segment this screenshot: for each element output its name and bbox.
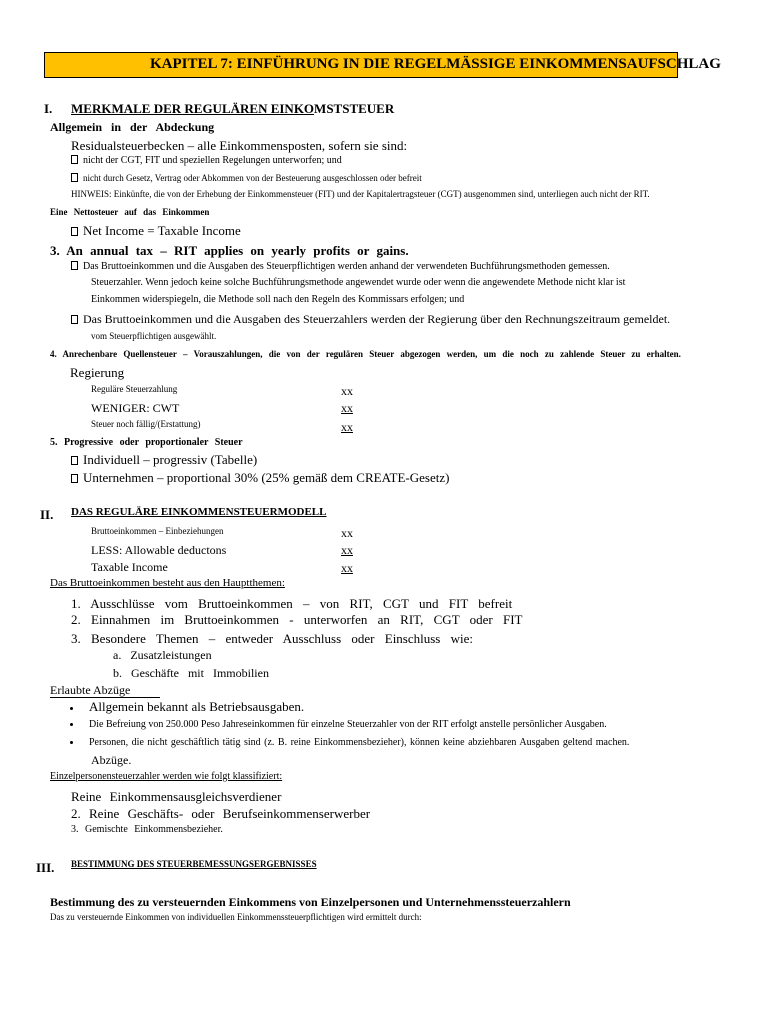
- list-item-2: 2. Einnahmen im Bruttoeinkommen - unterworfen an RIT, CGT oder FIT: [71, 612, 523, 627]
- point-5-heading: 5. Progressive oder proportionaler Steuer: [50, 437, 243, 448]
- section-2-number: II.: [40, 507, 54, 522]
- section-1-heading-underlined: MERKMALE DER REGULÄREN EINKO: [71, 101, 315, 116]
- section-3-number: III.: [36, 860, 55, 875]
- residual-text: Residualsteuerbecken – alle Einkommensposten, sofern sie sind:: [71, 138, 408, 153]
- chapter-title: KAPITEL 7: EINFÜHRUNG IN DIE REGELMÄSSIGE EINKOMMENSAUFSCHLAG: [150, 56, 721, 72]
- list-item-3a: a. Zusatzleistungen: [113, 648, 212, 662]
- box-bullet-icon: [71, 474, 78, 483]
- box-bullet-icon: [71, 173, 78, 182]
- model-row2-value: xx: [341, 543, 353, 557]
- classification-intro: Einzelpersonensteuerzahler werden wie folgt klassifiziert:: [50, 771, 283, 782]
- section-3-subheading: Bestimmung des zu versteuernden Einkommens von Einzelpersonen und Unternehmenssteuerzahlern: [50, 895, 571, 909]
- allowable-deductions-heading: Erlaubte Abzüge: [50, 684, 160, 698]
- classification-3: 3. Gemischte Einkommensbezieher.: [71, 824, 223, 835]
- point-3d: [71, 312, 670, 327]
- model-row1-value: xx: [341, 526, 353, 540]
- point-3c: Einkommen widerspiegeln, die Methode soll nach den Regeln des Kommissars erfolgen; und: [91, 294, 465, 305]
- bullet-not-subject: [71, 155, 342, 166]
- model-row3-label: Taxable Income: [91, 560, 168, 574]
- deduction-2-text: Die Befreiung von 250.000 Peso Jahreseinkommen für einzelne Steuerzahler von der RIT erfolgt anstelle persönlicher Ausgaben.: [89, 719, 607, 730]
- section-3-heading: BESTIMMUNG DES STEUERBEMESSUNGSERGEBNISSES: [71, 859, 317, 869]
- list-item-3b: b. Geschäfte mit Immobilien: [113, 666, 269, 680]
- point-5b: [71, 470, 449, 486]
- list-item-1: 1. Ausschlüsse vom Bruttoeinkommen – von RIT, CGT und FIT befreit: [71, 596, 513, 611]
- classification-1: Reine Einkommensausgleichsverdiener: [71, 789, 282, 804]
- point-3b: Steuerzahler. Wenn jedoch keine solche Buchführungsmethode angewendet wurde oder wenn die angewendete Methode nicht klar ist: [91, 277, 626, 288]
- section-2-heading: DAS REGULÄRE EINKOMMENSTEUERMODELL: [71, 506, 327, 518]
- point-3a: [71, 261, 610, 272]
- box-bullet-icon: [71, 155, 78, 164]
- point-5a-text: Individuell – progressiv (Tabelle): [83, 452, 258, 467]
- gross-income-intro: Das Bruttoeinkommen besteht aus den Hauptthemen:: [50, 577, 285, 589]
- table1-row1-value: xx: [341, 384, 353, 398]
- table1-row3-value: xx: [341, 420, 353, 434]
- section-1-heading: [71, 101, 394, 117]
- bullet-not-subject-text: nicht der CGT, FIT und speziellen Regelungen unterworfen; und: [83, 155, 342, 166]
- bullet-icon: [70, 723, 73, 726]
- point-3e: vom Steuerpflichtigen ausgewählt.: [91, 331, 217, 341]
- model-row3-value: xx: [341, 561, 353, 575]
- model-row2-label: LESS: Allowable deductons: [91, 543, 227, 557]
- list-item-3: 3. Besondere Themen – entweder Ausschluss oder Einschluss wie:: [71, 631, 473, 646]
- net-formula-text: Net Income = Taxable Income: [83, 223, 241, 238]
- box-bullet-icon: [71, 227, 78, 236]
- table1-row1-label: Reguläre Steuerzahlung: [91, 384, 178, 394]
- bullet-icon: [70, 707, 73, 710]
- deduction-2: [70, 719, 607, 730]
- section-1-heading-rest: MSTSTEUER: [314, 101, 395, 116]
- point-5a: [71, 452, 257, 468]
- sub-heading-general-coverage: Allgemein in der Abdeckung: [50, 120, 215, 134]
- section-1-number: I.: [44, 101, 53, 116]
- box-bullet-icon: [71, 456, 78, 465]
- point-3d-text: Das Bruttoeinkommen und die Ausgaben des Steuerzahlers werden der Regierung über den Rechnungszeitraum gemeldet.: [83, 312, 671, 326]
- box-bullet-icon: [71, 315, 78, 324]
- note-text: HINWEIS: Einkünfte, die von der Erhebung der Einkommensteuer (FIT) und der Kapitalertragsteuer (CGT) ausgenommen sind, unterliegen auch nicht der RIT.: [71, 189, 650, 199]
- deduction-1: [70, 699, 304, 715]
- box-bullet-icon: [71, 261, 78, 270]
- deduction-3-text: Personen, die nicht geschäftlich tätig sind (z. B. reine Einkommensbezieher), können keine abziehbaren Ausgaben geltend machen.: [89, 737, 630, 748]
- government-label: Regierung: [70, 365, 125, 380]
- bullet-icon: [70, 741, 73, 744]
- point-3a-text: Das Bruttoeinkommen und die Ausgaben des Steuerpflichtigen werden anhand der verwendeten Buchführungsmethoden gemessen.: [83, 261, 610, 272]
- deduction-3-continued: Abzüge.: [91, 753, 132, 767]
- net-formula: [71, 223, 241, 239]
- section-3-text: Das zu versteuernde Einkommen von individuellen Einkommenssteuerpflichtigen wird ermittelt durch:: [50, 912, 422, 922]
- deduction-3: [70, 737, 629, 748]
- model-row1-label: Bruttoeinkommen – Einbeziehungen: [91, 526, 224, 536]
- deduction-1-text: Allgemein bekannt als Betriebsausgaben.: [89, 699, 305, 714]
- bullet-not-excluded: [71, 173, 422, 183]
- table1-row2-value: xx: [341, 401, 353, 415]
- net-tax-heading: Eine Nettosteuer auf das Einkommen: [50, 207, 210, 217]
- table1-row3-label: Steuer noch fällig/(Erstattung): [91, 419, 201, 429]
- classification-2: 2. Reine Geschäfts- oder Berufseinkommenserwerber: [71, 806, 371, 821]
- table1-row2-label: WENIGER: CWT: [91, 401, 180, 415]
- point-3-heading: 3. An annual tax – RIT applies on yearly profits or gains.: [50, 243, 409, 258]
- point-5b-text: Unternehmen – proportional 30% (25% gemäß dem CREATE-Gesetz): [83, 470, 450, 485]
- bullet-not-excluded-text: nicht durch Gesetz, Vertrag oder Abkommen von der Besteuerung ausgeschlossen oder befreit: [83, 173, 422, 183]
- point-4-heading: 4. Anrechenbare Quellensteuer – Vorauszahlungen, die von der regulären Steuer abgezogen werden, um die noch zu zahlende Steuer zu erhalten.: [50, 349, 681, 359]
